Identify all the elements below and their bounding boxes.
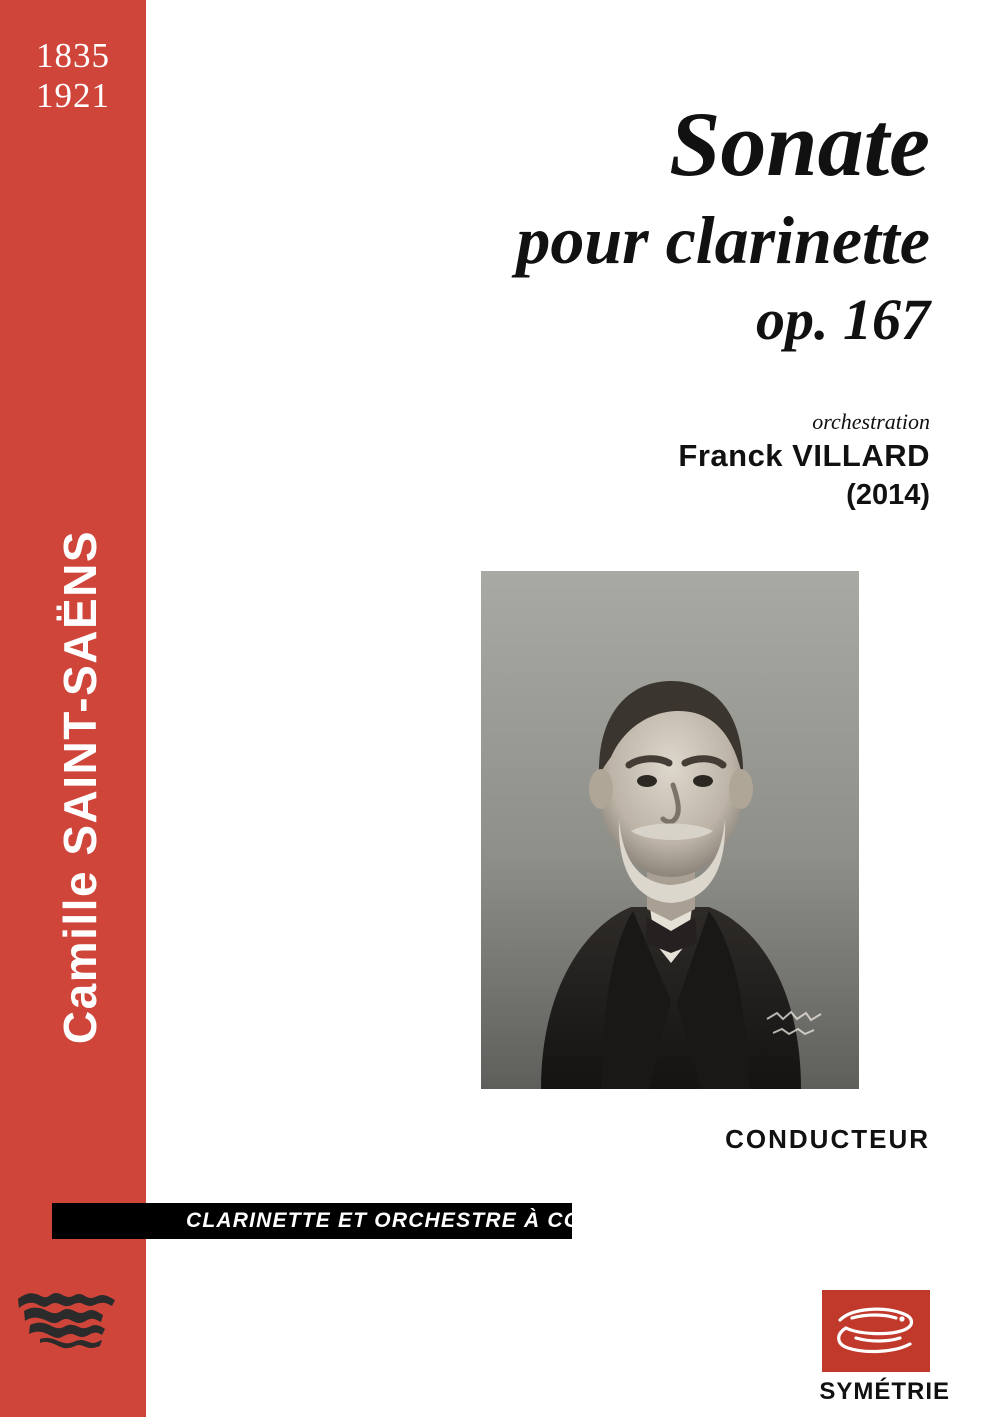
globe-icon — [14, 1275, 134, 1361]
title-block — [230, 93, 930, 356]
publisher-name: SYMÉTRIE — [819, 1378, 950, 1405]
composer-birth-year: 1835 — [36, 36, 110, 75]
score-type: CONDUCTEUR — [725, 1124, 930, 1154]
work-title: Sonate — [669, 93, 930, 195]
composer-name: Camille SAINT-SAËNS — [54, 529, 106, 1045]
composer-portrait — [481, 571, 859, 1089]
arranger-name: Franck VILLARD — [678, 438, 930, 473]
arrangement-year: (2014) — [846, 479, 930, 511]
work-subtitle: pour clarinette — [516, 202, 930, 278]
composer-death-year: 1921 — [36, 76, 110, 115]
work-opus: op. 167 — [756, 287, 930, 352]
credits-role: orchestration — [812, 409, 930, 434]
instrumentation-label: CLARINETTE ET ORCHESTRE À CORDES — [186, 1209, 645, 1232]
composer-dates — [0, 36, 146, 116]
credits-block — [290, 408, 930, 514]
symetrie-logo — [822, 1290, 930, 1372]
